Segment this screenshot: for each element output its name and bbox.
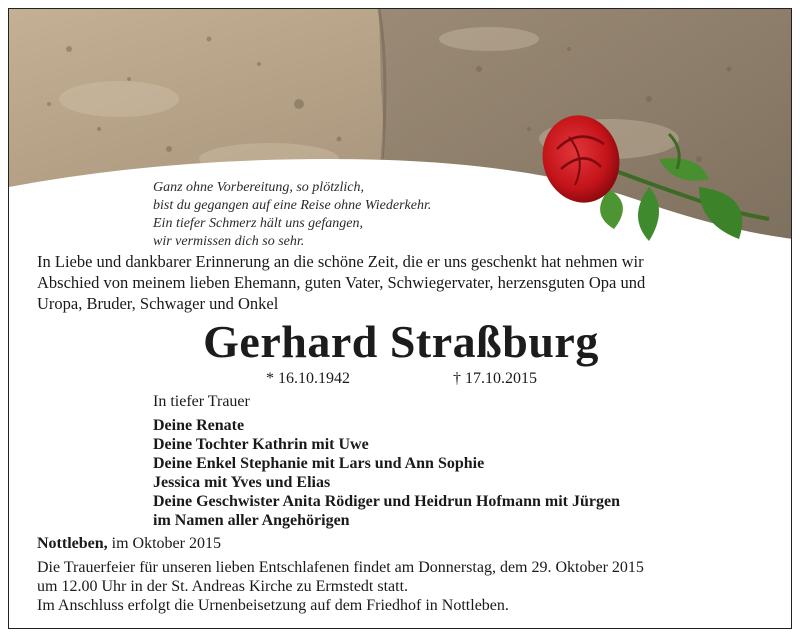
- mourners-list: [153, 416, 620, 530]
- birth-date: * 16.10.1942: [266, 370, 350, 387]
- mourning-label: In tiefer Trauer: [153, 393, 250, 410]
- intro-text: [37, 251, 767, 314]
- service-line: um 12.00 Uhr in der St. Andreas Kirche zu Ermstedt statt.: [37, 578, 409, 595]
- service-info: [37, 558, 777, 615]
- obituary-card: [8, 8, 792, 629]
- poem-line: bist du gegangen auf eine Reise ohne Wiederkehr.: [153, 198, 432, 213]
- poem-line: wir vermissen dich so sehr.: [153, 234, 305, 249]
- place-town: Nottleben,: [37, 535, 108, 552]
- deceased-name: Gerhard Straßburg: [203, 316, 599, 367]
- place-month: im Oktober 2015: [107, 535, 221, 552]
- poem: [153, 179, 431, 251]
- poem-line: Ein tiefer Schmerz hält uns gefangen,: [153, 216, 363, 231]
- mourner-entry: Deine Enkel Stephanie mit Lars und Ann Sophie: [153, 455, 485, 472]
- intro-line: Uropa, Bruder, Schwager und Onkel: [37, 294, 279, 313]
- service-line: Im Anschluss erfolgt die Urnenbeisetzung auf dem Friedhof in Nottleben.: [37, 597, 509, 614]
- mourner-entry: Jessica mit Yves und Elias: [153, 474, 331, 491]
- poem-line: Ganz ohne Vorbereitung, so plötzlich,: [153, 180, 365, 195]
- mourner-entry: Deine Geschwister Anita Rödiger und Heidrun Hofmann mit Jürgen: [153, 493, 620, 510]
- mourner-entry: Deine Renate: [153, 417, 245, 434]
- service-line: Die Trauerfeier für unseren lieben Entschlafenen findet am Donnerstag, dem 29. Oktober 2015: [37, 559, 644, 576]
- intro-line: Abschied von meinem lieben Ehemann, guten Vater, Schwiegervater, herzensguten Opa und: [37, 273, 646, 292]
- mourner-entry: Deine Tochter Kathrin mit Uwe: [153, 436, 369, 453]
- death-date: † 17.10.2015: [453, 370, 537, 387]
- place-date: [37, 535, 221, 553]
- intro-line: In Liebe und dankbarer Erinnerung an die schöne Zeit, die er uns geschenkt hat nehmen wir: [37, 252, 644, 271]
- mourner-entry: im Namen aller Angehörigen: [153, 512, 350, 529]
